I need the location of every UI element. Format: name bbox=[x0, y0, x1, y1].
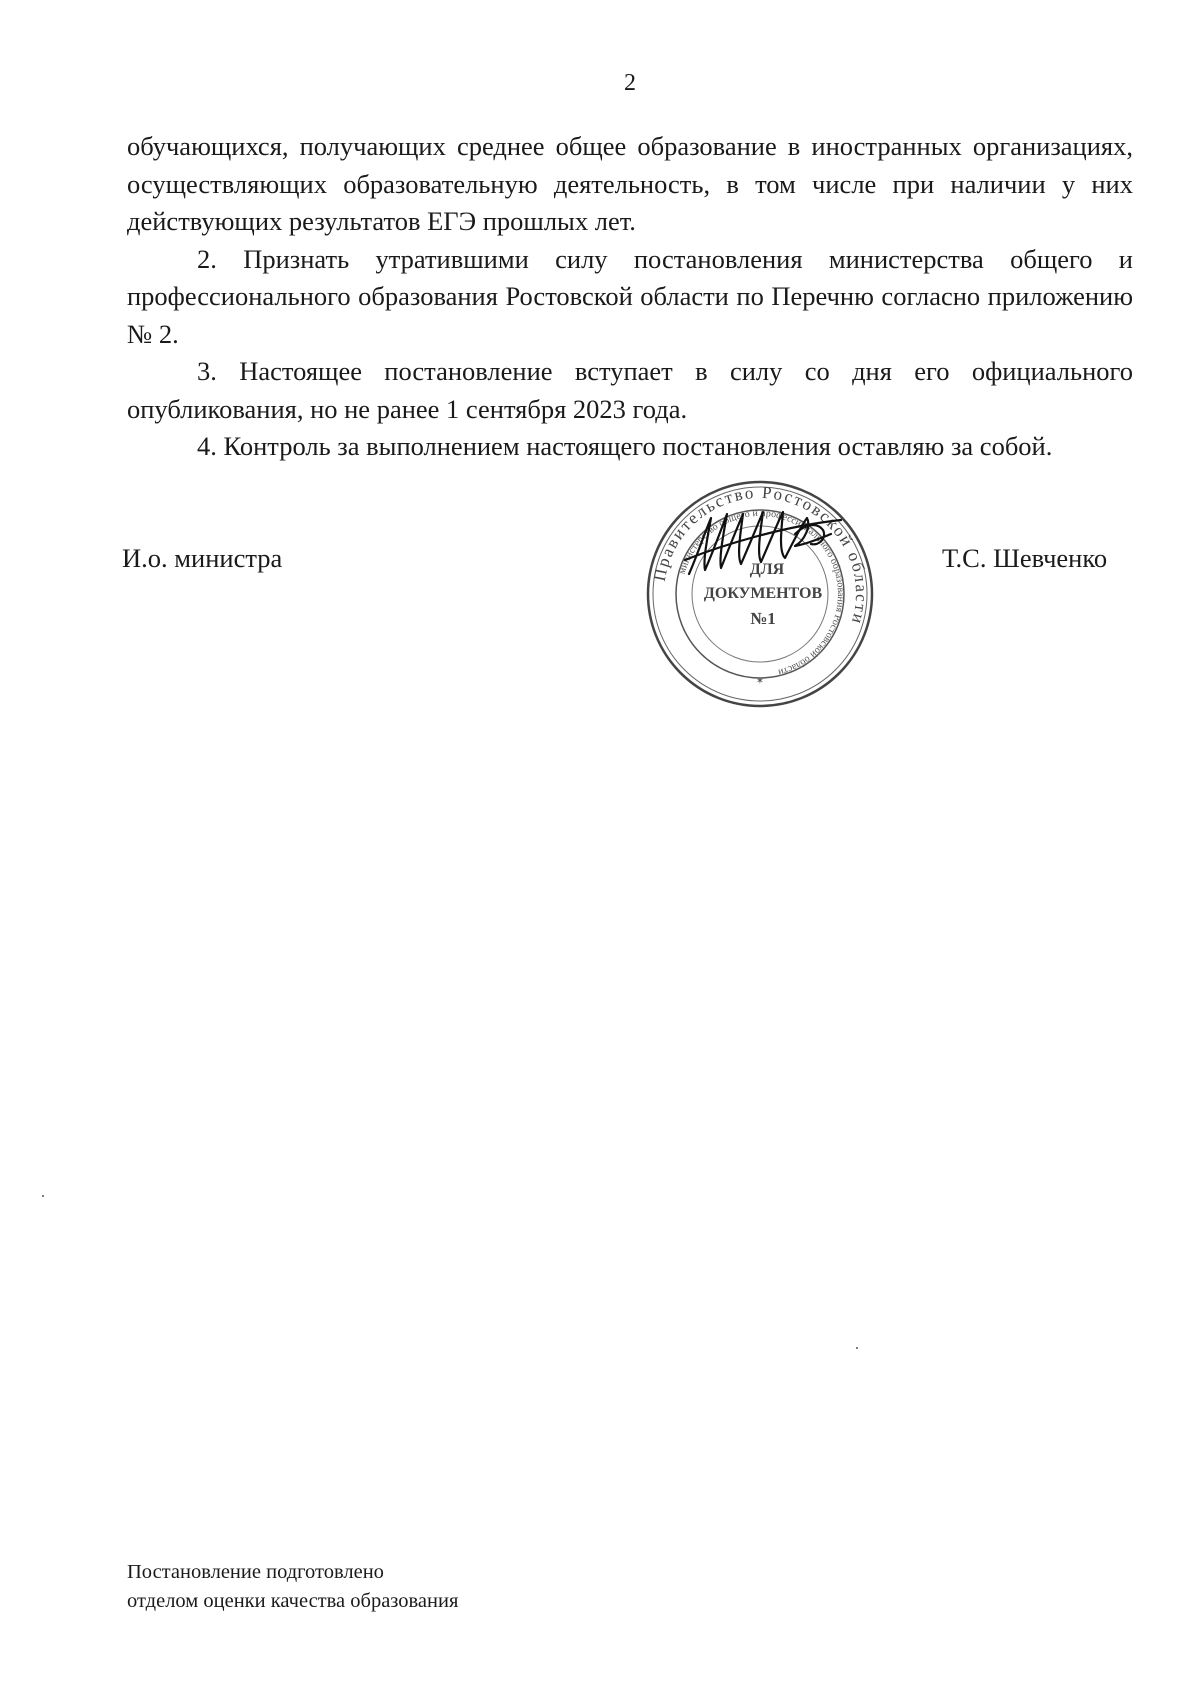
paragraph-continuation: обучающихся, получающих среднее общее образование в иностранных организациях, осуществляющих образовательную деятельность, в том числе при наличии у них действующих результатов ЕГЭ прошлых лет. bbox=[127, 131, 1133, 236]
page-number: 2 bbox=[624, 70, 636, 96]
seal-center-line-3: №1 bbox=[750, 609, 776, 628]
footer-note bbox=[127, 1558, 458, 1616]
seal-center-line-2: ДОКУМЕНТОВ bbox=[703, 585, 823, 602]
seal-center-line-1: ДЛЯ bbox=[749, 561, 785, 578]
seal-outer-text: Правительство Ростовской области bbox=[649, 482, 872, 628]
document-body bbox=[127, 128, 1133, 466]
scan-speck bbox=[856, 1347, 858, 1349]
signatory-position: И.о. министра bbox=[122, 543, 283, 573]
footer-line-1: Постановление подготовлено bbox=[127, 1561, 384, 1583]
paragraph-item-4: 4. Контроль за выполнением настоящего постановления оставляю за собой. bbox=[197, 431, 1053, 461]
scan-speck bbox=[42, 1195, 44, 1197]
signatory-name: Т.С. Шевченко bbox=[942, 543, 1108, 573]
paragraph-item-2: 2. Признать утратившими силу постановления министерства общего и профессионального образования Ростовской области по Перечню согласно приложению № 2. bbox=[127, 243, 1133, 349]
svg-text:✶: ✶ bbox=[755, 676, 765, 687]
footer-line-2: отделом оценки качества образования bbox=[127, 1590, 459, 1612]
seal-inner-text: министерство общего и профессионального образования Ростовской области bbox=[676, 507, 847, 678]
official-seal-icon bbox=[645, 474, 875, 714]
paragraph-item-3: 3. Настоящее постановление вступает в силу со дня его официального опубликования, но не ранее 1 сентября 2023 года. bbox=[127, 356, 1133, 424]
